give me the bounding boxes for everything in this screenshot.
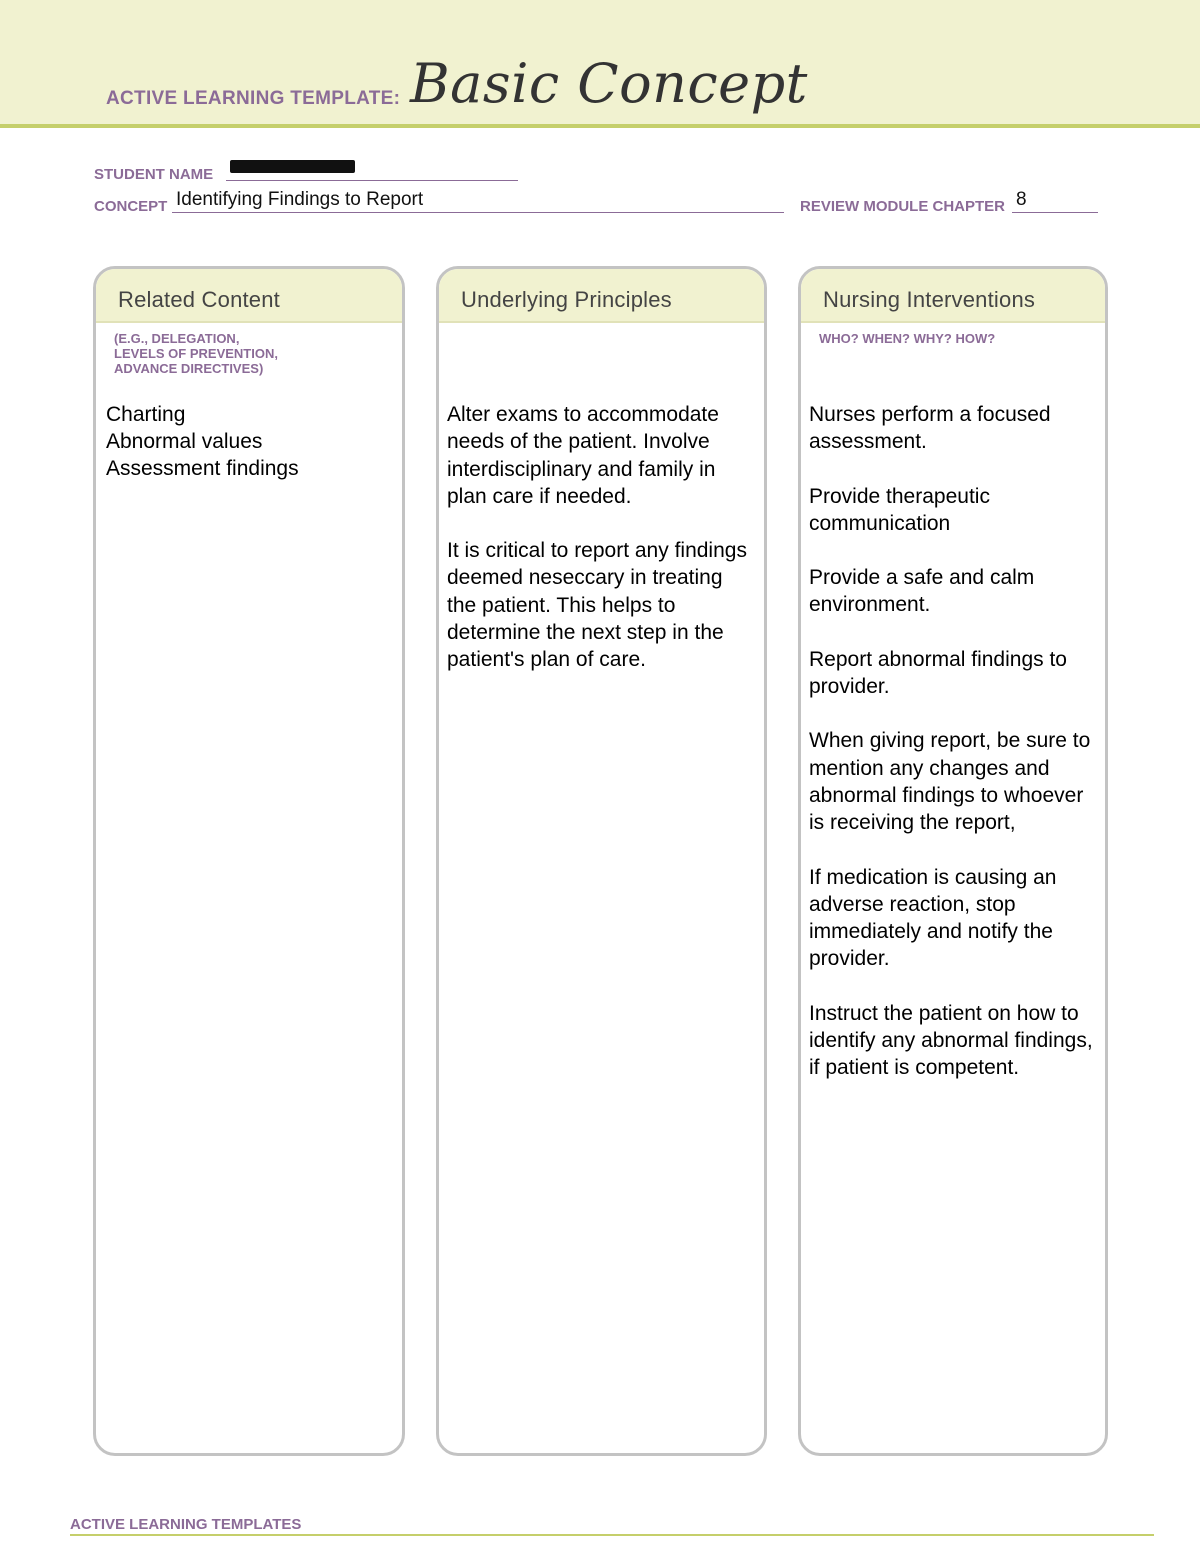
footer-label: ACTIVE LEARNING TEMPLATES [70,1516,302,1533]
nursing-interventions-panel [798,266,1108,1456]
intervention-paragraph: Instruct the patient on how to identify any abnormal findings, if patient is competent. [809,1001,1093,1080]
student-name-label: STUDENT NAME [94,166,214,183]
related-item: Abnormal values [106,430,263,453]
intervention-paragraph: Provide a safe and calm environment. [809,566,1035,617]
review-module-field[interactable] [1012,212,1098,213]
redacted-name-block [230,160,355,173]
review-module-value: 8 [1016,189,1027,210]
related-content-panel [93,266,405,1456]
intervention-paragraph: Provide therapeutic communication [809,484,990,535]
related-content-body[interactable] [106,401,390,482]
template-label: ACTIVE LEARNING TEMPLATE: [106,88,401,109]
intervention-paragraph: When giving report, be sure to mention any changes and abnormal findings to whoever is receiving the report, [809,729,1091,835]
related-item: Charting [106,403,186,426]
underlying-principles-panel [436,266,767,1456]
review-module-label: REVIEW MODULE CHAPTER [800,198,1006,215]
underlying-principles-body[interactable] [447,401,754,701]
subtitle-line: (E.G., DELEGATION, [114,331,240,346]
principle-paragraph: It is critical to report any findings deemed neseccary in treating the patient. This helps to determine the next step in the patient's plan of care. [447,539,747,672]
underlying-principles-title: Underlying Principles [439,269,764,323]
subtitle-line: LEVELS OF PREVENTION, [114,346,278,361]
related-item: Assessment findings [106,457,299,480]
principle-paragraph: Alter exams to accommodate needs of the patient. Involve interdisciplinary and family in plan care if needed. [447,403,719,508]
header-band [0,0,1200,128]
template-title: Basic Concept [410,52,808,115]
nursing-interventions-subtitle: WHO? WHEN? WHY? HOW? [819,331,996,346]
subtitle-line: ADVANCE DIRECTIVES) [114,361,264,376]
concept-label: CONCEPT [94,198,168,215]
concept-value: Identifying Findings to Report [176,189,424,210]
related-content-subtitle [96,323,402,376]
student-name-field[interactable] [226,180,518,181]
nursing-interventions-title: Nursing Interventions [801,269,1105,323]
intervention-paragraph: Report abnormal findings to provider. [809,647,1067,699]
intervention-paragraph: Nurses perform a focused assessment. [809,403,1051,454]
footer-divider [70,1534,1154,1536]
concept-field[interactable] [172,212,784,213]
nursing-interventions-body[interactable] [809,401,1097,1109]
intervention-paragraph: If medication is causing an adverse reaction, stop immediately and notify the provider. [809,865,1057,971]
related-content-title: Related Content [96,269,402,323]
